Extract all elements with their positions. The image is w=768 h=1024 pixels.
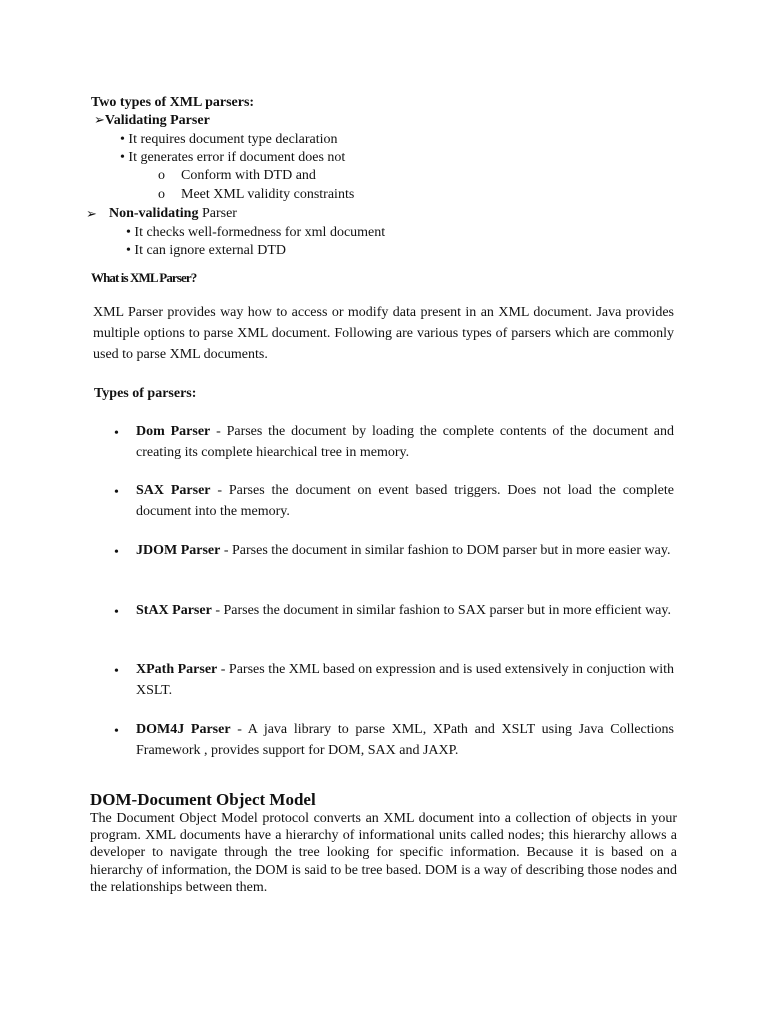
list-item — [136, 540, 674, 561]
validating-subbullet-1-marker: o — [158, 168, 165, 183]
parser-name: Dom Parser — [136, 424, 211, 439]
arrow-bullet-icon: ➢ — [94, 113, 105, 128]
nonvalidating-label-rest: Parser — [198, 206, 237, 221]
types-of-parsers-heading: Types of parsers: — [94, 386, 197, 401]
list-bullet: • — [114, 724, 119, 739]
dom-heading: DOM-Document Object Model — [90, 790, 316, 809]
parser-description: - Parses the document by loading the complete contents of the document and creating its complete hiearchical tree in memory. — [136, 424, 674, 460]
dom-paragraph: The Document Object Model protocol converts an XML document into a collection of objects in your program. XML documents have a hierarchy of informational units called nodes; this hierarchy allows a developer to navigate through the tree looking for specific information. Because it is based on a hierarchy of information, the DOM is said to be tree based. DOM is a way of describing those nodes and the relationships between them. — [90, 811, 677, 895]
parser-description: - A java library to parse XML, XPath and XSLT using Java Collections Framework , provides support for DOM, SAX and JAXP. — [136, 722, 675, 758]
parser-description: - Parses the document in similar fashion to DOM parser but in more easier way. — [220, 543, 671, 558]
list-bullet: • — [114, 485, 119, 500]
nonvalidating-bullet-2: • It can ignore external DTD — [126, 243, 287, 258]
parser-name: SAX Parser — [136, 483, 211, 498]
validating-subbullet-2-marker: o — [158, 187, 165, 202]
parser-description: - Parses the document on event based triggers. Does not load the complete document into the memory. — [136, 483, 674, 519]
validating-parser-line — [94, 112, 210, 130]
list-bullet: • — [114, 664, 119, 679]
list-item — [136, 659, 674, 701]
parser-description: - Parses the XML based on expression and is used extensively in conjuction with XSLT. — [136, 662, 674, 698]
validating-subbullet-2-text: Meet XML validity constraints — [181, 187, 355, 202]
list-item — [136, 719, 674, 761]
list-bullet: • — [114, 426, 119, 441]
what-is-xml-parser-heading: What is XML Parser? — [91, 270, 197, 285]
nonvalidating-parser-line — [109, 205, 237, 223]
nonvalidating-bullet-1: • It checks well-formedness for xml document — [126, 225, 386, 240]
nonvalidating-label-bold: Non-validating — [109, 206, 199, 221]
validating-parser-label: Validating Parser — [104, 113, 210, 128]
parser-name: StAX Parser — [136, 603, 212, 618]
arrow-bullet-icon: ➢ — [86, 207, 97, 222]
xml-parser-types-title: Two types of XML parsers: — [91, 95, 255, 110]
parser-name: XPath Parser — [136, 662, 218, 677]
parser-name: DOM4J Parser — [136, 722, 231, 737]
parser-description: - Parses the document in similar fashion to SAX parser but in more efficient way. — [211, 603, 671, 618]
what-is-xml-parser-paragraph: XML Parser provides way how to access or modify data present in an XML document. Java provides multiple options to parse XML document. Following are various types of parsers which are commonly used to parse XML documents. — [93, 305, 674, 362]
validating-bullet-1: • It requires document type declaration — [120, 132, 338, 147]
parser-name: JDOM Parser — [136, 543, 221, 558]
validating-bullet-2: • It generates error if document does not — [120, 150, 346, 165]
list-bullet: • — [114, 605, 119, 620]
list-item — [136, 421, 674, 463]
list-item — [136, 600, 674, 621]
validating-subbullet-1-text: Conform with DTD and — [181, 168, 316, 183]
list-bullet: • — [114, 545, 119, 560]
list-item — [136, 480, 674, 522]
